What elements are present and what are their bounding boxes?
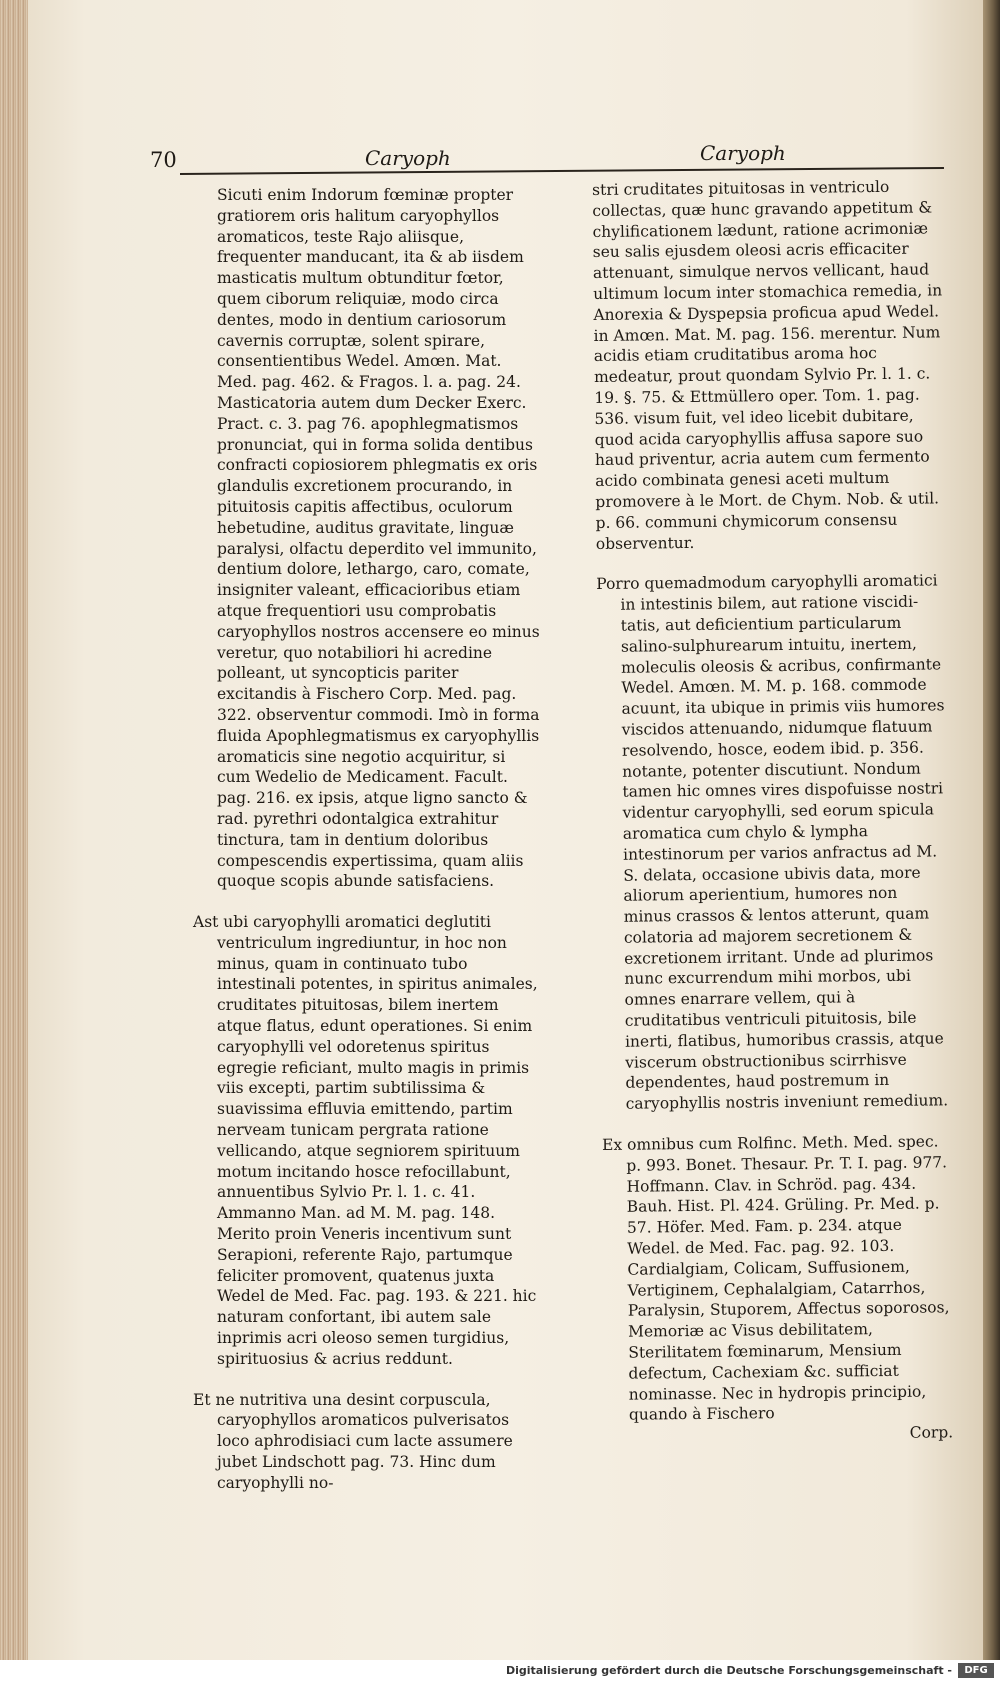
paragraph: stri cruditates pituitosas in ventriculo collectas, quæ hunc gravando appetitum & chylificationem lædunt, ratione acrimoniæ seu salis ejusdem oleosi acris efficaciter attenuant, simulque nervos vellicant, haud ultimum locum inter stomachica remedia, in Anorexia & Dyspepsia proficua apud Wedel. in Amœn. Mat. M. pag. 156. merentur. Num acidis etiam cruditatibus aroma hoc medeatur, prout quondam Sylvio Pr. l. 1. c. 19. §. 75. & Ettmüllero oper. Tom. 1. pag. 536. visum fuit, vel ideo licebit dubitare, quod acida caryophyllis affusa sapore suo haud priventur, acria autem cum fermento acido combinata genesi aceti multum promovere à le Mort. de Chym. Nob. & util. p. 66. communi chymicorum consensu observentur. xyxy=(592,177,943,553)
funding-credit: Digitalisierung gefördert durch die Deutsche Forschungsgemeinschaft - xyxy=(505,1664,952,1677)
book-page-edges xyxy=(0,0,28,1660)
book-binding-shadow xyxy=(983,0,1000,1660)
right-column xyxy=(592,176,955,1447)
paragraph-gap xyxy=(193,1370,543,1390)
page-number: 70 xyxy=(150,148,177,172)
footer-bar xyxy=(0,1660,1000,1683)
paragraph: Ex omnibus cum Rolfinc. Meth. Med. spec. p. 993. Bonet. Thesaur. Pr. T. I. pag. 977. Hoffmann. Clav. in Schröd. pag. 434. Bauh. Hist. Pl. 424. Grüling. Pr. Med. p. 57. Höfer. Med. Fam. p. 234. atque Wedel. de Med. Fac. pag. 92. 103. Cardialgiam, Colicam, Suffusionem, Vertiginem, Cephalalgiam, Catarrhos, Paralysin, Stuporem, Affectus soporosos, Memoriæ ac Visus debilitatem, Sterilitatem fœminarum, Mensium defectum, Cachexiam &c. sufficiat nominasse. Nec in hydropis principio, quando à Fischero xyxy=(602,1132,950,1425)
left-column xyxy=(193,185,543,1494)
paragraph: Porro quemadmodum caryophylli aromatici in intestinis bilem, aut ratione viscidi-tatis, aut deficientium particularum salino-sulphurearum intuitu, inertem, moleculis oleosis & acribus, confirmante Wedel. Amœn. M. M. p. 168. commode acuunt, ita ubique in primis viis humores viscidos attenuando, nidumque flatuum resolvendo, hosce, eodem ibid. p. 356. notante, potenter discutiunt. Nondum tamen hic omnes vires dispofuisse nostri videntur caryophylli, sed eorum spicula aromatica cum chylo & lympha intestinorum per varios anfractus ad M. S. delata, occasione ubivis data, more aliorum aperientium, humores non minus crassos & lentos atterunt, quam colatoria ad majorem secretionem & excretionem irritant. Unde ad plurimos nunc excurrendum mihi morbos, ubi omnes enarrare vellem, qui à cruditatibus ventriculi pituitosis, bile inerti, flatibus, humoribus crassis, atque viscerum obstructionibus scirrhisve dependentes, haud postremum in caryophyllis nostris inveniunt remedium. xyxy=(596,571,949,1113)
dfg-logo: DFG xyxy=(958,1663,994,1678)
running-head-left: Caryoph xyxy=(365,146,451,170)
paragraph: Sicuti enim Indorum fœminæ propter gratiorem oris halitum caryophyllos aromaticos, teste Rajo aliisque, frequenter manducant, ita & ab iisdem masticatis multum obtunditur fœtor, quem ciborum reliquiæ, modo circa dentes, modo in dentium cariosorum cavernis corruptæ, solent spirare, consentientibus Wedel. Amœn. Mat. Med. pag. 462. & Fragos. l. a. pag. 24. Masticatoria autem dum Decker Exerc. Pract. c. 3. pag 76. apophlegmatismos pronunciat, qui in forma solida dentibus confracti copiosiorem phlegmatis ex oris glandulis excretionem procurando, in pituitosis capitis affectibus, oculorum hebetudine, auditus gravitate, linguæ paralysi, olfactu deperdito vel immunito, dentium dolore, lethargo, caro, comate, insigniter valeant, efficacioribus etiam atque frequentiori usu comprobatis caryophyllos nostros accensere eo minus veretur, quo notabiliori hi acredine polleant, ut syncopticis pariter excitandis à Fischero Corp. Med. pag. 322. observentur commodi. Imò in forma fluida Apophlegmatismus ex caryophyllis aromaticis sine negotio acquiritur, si cum Wedelio de Medicament. Facult. pag. 216. ex ipsis, atque ligno sancto & rad. pyrethri odontalgica extrahitur tinctura, tam in dentium doloribus compescendis expertissima, quam aliis quoque scopis abunde satisfaciens. xyxy=(217,186,540,891)
catchword: Corp. xyxy=(909,1423,954,1442)
paragraph-gap xyxy=(193,892,543,912)
paragraph: Et ne nutritiva una desint corpuscula, caryophyllos aromaticos pulverisatos loco aphrodisiaci cum lacte assumere jubet Lindschott pag. 73. Hinc dum caryophylli no- xyxy=(193,1390,513,1492)
running-head-right: Caryoph xyxy=(700,141,786,165)
paragraph: Ast ubi caryophylli aromatici deglutiti ventriculum ingrediuntur, in hoc non minus, quam in continuato tubo intestinali potentes, in spiritus animales, cruditates pituitosas, bilem inertem atque flatus, edunt operationes. Si enim caryophylli vel odoretenus spiritus egregie reficiant, multo magis in primis viis excepti, partim subtilissima & suavissima effluvia emittendo, partim nerveam tunicam pergrata ratione vellicando, atque segniorem spirituum motum incitando hosce refocillabunt, annuentibus Sylvio Pr. l. 1. c. 41. Ammanno Man. ad M. M. pag. 148. Merito proin Veneris incentivum sunt Serapioni, referente Rajo, partumque feliciter promovent, quatenus juxta Wedel de Med. Fac. pag. 193. & 221. hic naturam confortant, ibi autem sale inprimis acri oleoso semen turgidius, spirituosius & acrius reddunt. xyxy=(193,913,538,1368)
